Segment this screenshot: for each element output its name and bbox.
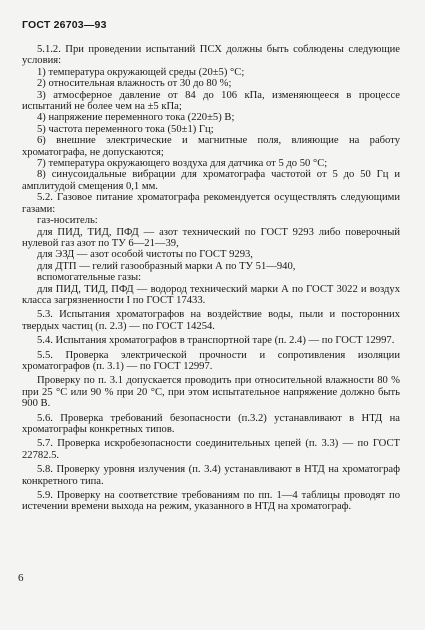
carrier-gas-heading: газ-носитель: <box>37 215 98 227</box>
document-body <box>22 44 400 513</box>
clause-5-4: 5.4. Испытания хроматографов в транспортной таре (п. 2.4) — по ГОСТ 12997. <box>37 335 395 347</box>
condition-2: 2) относительная влажность от 30 до 80 %; <box>37 78 232 90</box>
clause-5-7: 5.7. Проверка искробезопасности соединительных цепей (п. 3.3) — по ГОСТ 22782.5. <box>22 438 400 461</box>
carrier-gas-ezd: для ЭЗД — азот особой чистоты по ГОСТ 9293, <box>37 249 253 261</box>
condition-4: 4) напряжение переменного тока (220±5) В; <box>37 112 235 124</box>
carrier-gas-pid: для ПИД, ТИД, ПФД — азот технический по ГОСТ 9293 либо поверочный нулевой газ азот по ТУ 6—21—39, <box>22 226 400 249</box>
auxiliary-gas-pid: для ПИД, ТИД, ПФД — водород технический марки А по ГОСТ 3022 и воздух класса загрязненности I по ГОСТ 17433. <box>22 283 400 306</box>
clause-5-9: 5.9. Проверку на соответствие требованиям по пп. 1—4 таблицы проводят по истечении времени выхода на режим, указанного в НТД на хроматограф. <box>22 490 400 513</box>
clause-5-1-2: 5.1.2. При проведении испытаний ПСХ должны быть соблюдены следующие условия: <box>22 44 400 67</box>
condition-8: 8) синусоидальные вибрации для хроматографа частотой от 5 до 50 Гц и амплитудой смещения 0,1 мм. <box>22 169 400 192</box>
carrier-gas-dtp: для ДТП — гелий газообразный марки А по ТУ 51—940, <box>37 260 296 272</box>
clause-5-6: 5.6. Проверка требований безопасности (п.3.2) устанавливают в НТД на хроматографы конкретных типов. <box>22 412 400 435</box>
clause-5-3: 5.3. Испытания хроматографов на воздействие воды, пыли и посторонних твердых частиц (п. 2.3) — по ГОСТ 14254. <box>22 309 400 332</box>
condition-7: 7) температура окружающего воздуха для датчика от 5 до 50 °С; <box>37 158 328 170</box>
clause-5-8: 5.8. Проверку уровня излучения (п. 3.4) устанавливают в НТД на хроматограф конкретного типа. <box>22 464 400 487</box>
condition-5: 5) частота переменного тока (50±1) Гц; <box>37 123 214 135</box>
condition-3: 3) атмосферное давление от 84 до 106 кПа, изменяющееся в процессе испытаний не более чем на ±5 кПа; <box>22 89 400 113</box>
condition-1: 1) температура окружающей среды (20±5) °С; <box>37 66 245 78</box>
clause-5-5-note: Проверку по п. 3.1 допускается проводить при относительной влажности 80 % при 25 °С или 90 % при 20 °С, при этом испытательное напряжение должно быть 900 В. <box>22 375 400 410</box>
clause-5-2: 5.2. Газовое питание хроматографа рекомендуется осуществлять следующими газами: <box>22 192 400 215</box>
condition-6: 6) внешние электрические и магнитные поля, влияющие на работу хроматографа, не допускаются; <box>22 135 400 158</box>
clause-5-5: 5.5. Проверка электрической прочности и сопротивления изоляции хроматографов (п. 3.1) — по ГОСТ 12997. <box>22 349 400 372</box>
auxiliary-gas-heading: вспомогательные газы: <box>37 272 142 284</box>
standard-header: ГОСТ 26703—93 <box>22 19 107 31</box>
page-number: 6 <box>18 572 24 584</box>
